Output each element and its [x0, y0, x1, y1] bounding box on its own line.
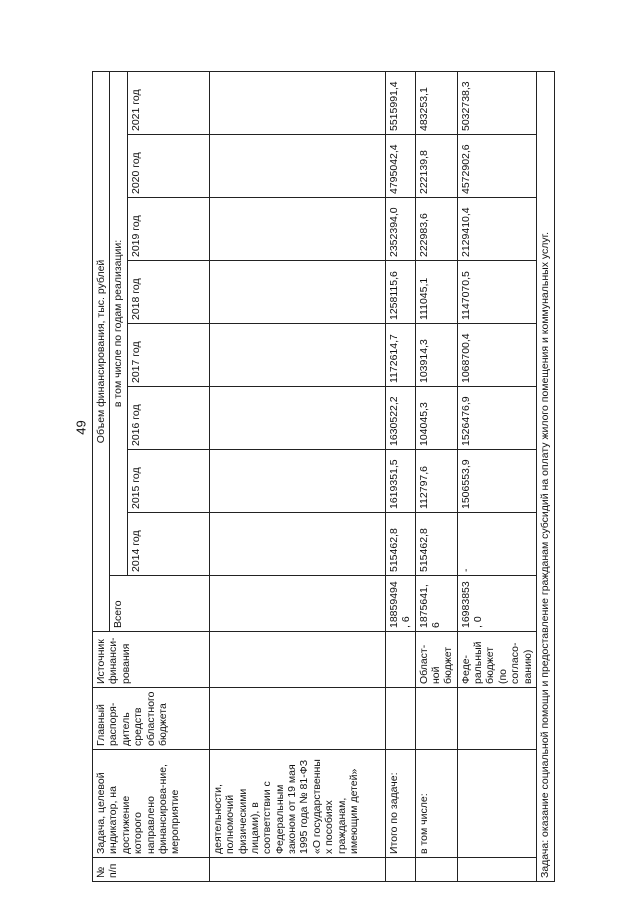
header-task: Задача, целевой индикатор, на достижение которого направлено финансирова-ние, мероприятие: [93, 750, 210, 858]
row-value: 1526476,9: [457, 387, 536, 450]
table-row: [415, 71, 457, 881]
header-source: Источник финанси-рования: [93, 632, 210, 688]
task-text: Задача: оказание социальной помощи и предоставление гражданам субсидий на оплату жилого помещения и коммунальных услуг.: [536, 71, 554, 881]
row-value: 1630522,2: [385, 387, 415, 450]
row-value: 222983,6: [415, 198, 457, 261]
continuation-text: деятельности, полномочий физическими лицами), в соответствии с Федеральным законом от 19 мая 1995 года № 81-ФЗ «О государственны х пособиях гражданам, имеющим детей»: [209, 750, 385, 858]
row-total: 16983853, 0: [457, 576, 536, 632]
row-value: -: [457, 513, 536, 576]
header-year: 2018 год: [127, 261, 209, 324]
header-total: Всего: [110, 576, 209, 632]
row-value: 1147070,5: [457, 261, 536, 324]
row-value: 515462,8: [385, 513, 415, 576]
row-value: 483253,1: [415, 71, 457, 134]
row-value: 222139,8: [415, 135, 457, 198]
row-total: 18859494, 6: [385, 576, 415, 632]
header-by-years: в том числе по годам реализации:: [110, 71, 127, 575]
row-source: [385, 632, 415, 688]
header-year: 2020 год: [127, 135, 209, 198]
header-year: 2019 год: [127, 198, 209, 261]
row-source: Област-ной бюджет: [415, 632, 457, 688]
row-value: 4572902,6: [457, 135, 536, 198]
header-num: № п/п: [93, 858, 210, 882]
row-total: 1875641,6: [415, 576, 457, 632]
row-value: 515462,8: [415, 513, 457, 576]
header-year: 2015 год: [127, 450, 209, 513]
header-year: 2017 год: [127, 324, 209, 387]
header-year: 2021 год: [127, 71, 209, 134]
row-label: Итого по задаче:: [385, 750, 415, 858]
row-label: [457, 750, 536, 858]
header-year: 2016 год: [127, 387, 209, 450]
row-value: 103914,3: [415, 324, 457, 387]
table-row: [385, 71, 415, 881]
row-value: 5032738,3: [457, 71, 536, 134]
rotated-table-container: [92, 72, 560, 882]
header-funding: Объем финансирования, тыс. рублей: [93, 71, 110, 631]
row-value: 1068700,4: [457, 324, 536, 387]
row-value: 104045,3: [415, 387, 457, 450]
funding-table: [92, 71, 555, 882]
row-source: Феде-ральный бюджет (по согласо-ванию): [457, 632, 536, 688]
row-value: 111045,1: [415, 261, 457, 324]
row-value: 4795042,4: [385, 135, 415, 198]
header-manager: Главный распоря-дитель средств областного бюджета: [93, 688, 210, 750]
row-value: 1506553,9: [457, 450, 536, 513]
row-value: 5515991,4: [385, 71, 415, 134]
row-label: в том числе:: [415, 750, 457, 858]
row-value: 112797,6: [415, 450, 457, 513]
row-value: 1258115,6: [385, 261, 415, 324]
row-value: 2352394,0: [385, 198, 415, 261]
cont-num: [209, 858, 385, 882]
header-year: 2014 год: [127, 513, 209, 576]
page-number: 49: [73, 420, 89, 435]
row-value: 1172614,7: [385, 324, 415, 387]
row-value: 2129410,4: [457, 198, 536, 261]
table-row: [457, 71, 536, 881]
row-value: 1619351,5: [385, 450, 415, 513]
